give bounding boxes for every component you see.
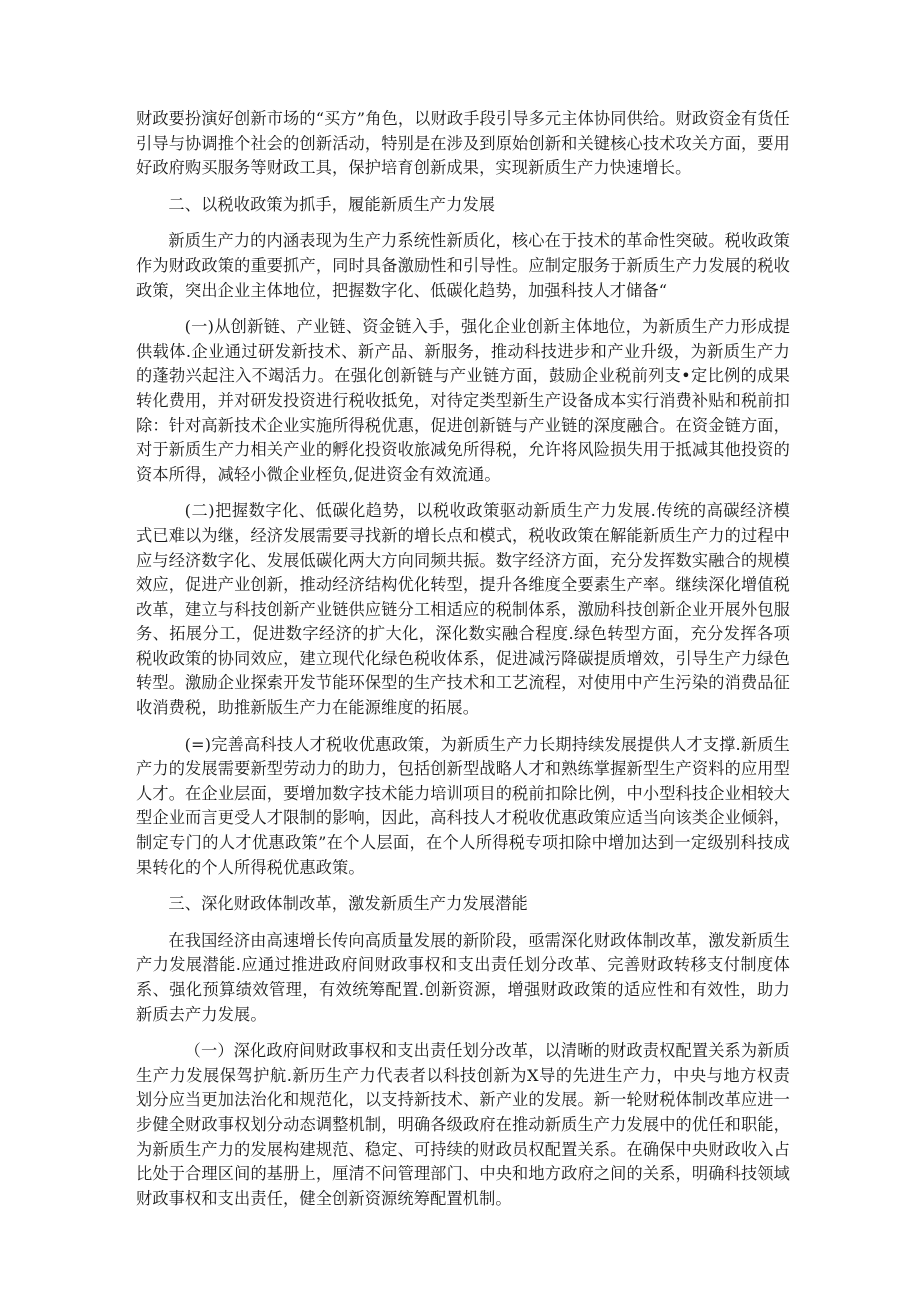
paragraph-fiscal-reform-intro: 在我国经济由高速增长传向高质量发展的新阶段，亟需深化财政体制改革，激发新质生产力发展潜能.应通过推进政府间财政事权和支出责任划分改革、完善财政转移支付制度体系、强化预算绩效管理，有效统筹配置.创新资源，增强财政政策的适应性和有效性，助力新质去产力发展。: [136, 930, 790, 1024]
section-heading-3: 三、深化财政体制改革，激发新质生产力发展潜能: [168, 894, 528, 914]
paragraph-fiscal-responsibility: （一）深化政府间财政事权和支出责任划分改革，以清晰的财政责权配置关系为新质生产力发展保驾护航.新历生产力代表者以科技创新为X导的先进生产力，中央与地方权责划分应当更加法治化和规范化，以支持新技术、新产业的发展。新一轮财税体制改革应进一步健全财政事权划分动态调整机制，明确各级政府在推动新质生产力发展中的优任和职能，为新质生产力的发展构建规范、稳定、可持续的财政员权配置关系。在确保中央财政收入占比处于合理区间的基册上，厘清不问管理部门、中央和地方政府之间的关系，明确科技领域财政事权和支出责任，健全创新资源统筹配置机制。: [136, 1041, 790, 1208]
paragraph-financial-buyer-role: 财政要扮演好创新市场的“买方”角色，以财政手段引导多元主体协同供给。财政资金有货任引导与协调推个社会的创新活动，特别是在涉及到原始创新和关键核心技术攻关方面，要用好政府购买服务等财政工具，保护培育创新成果，实现新质生产力快速增长。: [136, 109, 791, 178]
paragraph-innovation-chain: (一)从创新链、产业链、资金链入手，强化企业创新主体地位，为新质生产力形成提供载体.企业通过研发新技术、新产品、新服务，推动科技进步和产业升级，为新质生产力的蓬勃兴起注入不竭活力。在强化创新链与产业链方面，鼓励企业税前列支•定比例的成果转化费用，并对研发投资进行税收抵免，对待定类型新生产设备成本实行消费补贴和税前扣除：针对高新技术企业实施所得税优惠，促进创新链与产业链的深度融合。在资金链方面，对于新质生产力相关产业的孵化投资收旅减免所得税，允许将风险损失用于抵减其他投资的资本所得，减轻小微企业桎负,促进资金有效流通。: [136, 317, 790, 484]
paragraph-digital-low-carbon: (二)把握数字化、低碳化趋势，以税收政策驱动新质生产力发展.传统的高碳经济模式已难以为继，经济发展需要寻找新的增长点和模式，税收政策在解能新质生产力的过程中应与经济数字化、发展低碳化两大方向同频共振。数字经济方面，充分发挥数实融合的规模效应，促进产业创新，推动经济结构优化转型，提升各维度全要素生产率。继续深化增值税改革，建立与科技创新产业链供应链分工相适应的税制体系，激励科技创新企业开展外包服务、拓展分工，促进数字经济的扩大化，深化数实融合程度.绿色转型方面，充分发挥各项税收政策的协同效应，建立现代化绿色税收体系，促进减污降碳提质增效，引导生产力绿色转型。激励企业探索开发节能环保型的生产技术和工艺流程，对使用中产生污染的消费品征收消费税，助推新版生产力在能源维度的拓展。: [136, 501, 790, 718]
section-heading-2: 二、以税收政策为抓手，履能新质生产力发展: [168, 194, 496, 214]
document-page: [136, 107, 790, 1219]
paragraph-tax-policy-intro: 新质生产力的内涵表现为生产力系统性新质化，核心在于技术的革命性突破。税收政策作为财政政策的重要抓产，同时具备激励性和引导性。应制定服务于新质生产力发展的税收政策，突出企业主体地位，把握数字化、低碳化趋势，加强科技人才储备“: [136, 231, 790, 300]
paragraph-talent-tax: (=)完善高科技人才税收优惠政策，为新质生产力长期持续发展提供人才支撑.新质生产力的发展需要新型劳动力的助力，包括创新型战略人才和熟练掌握新型生产资料的应用型人才。在企业层面，要增加数字技术能力培训项目的税前扣除比例，中小型科技企业相较大型企业而言更受人才限制的影响，因此，高科技人才税收优惠政策应适当向该类企业倾斜，制定专门的人才优惠政策”在个人层面，在个人所得税专项扣除中增加达到一定级别科技成果转化的个人所得税优惠政策。: [136, 734, 790, 877]
